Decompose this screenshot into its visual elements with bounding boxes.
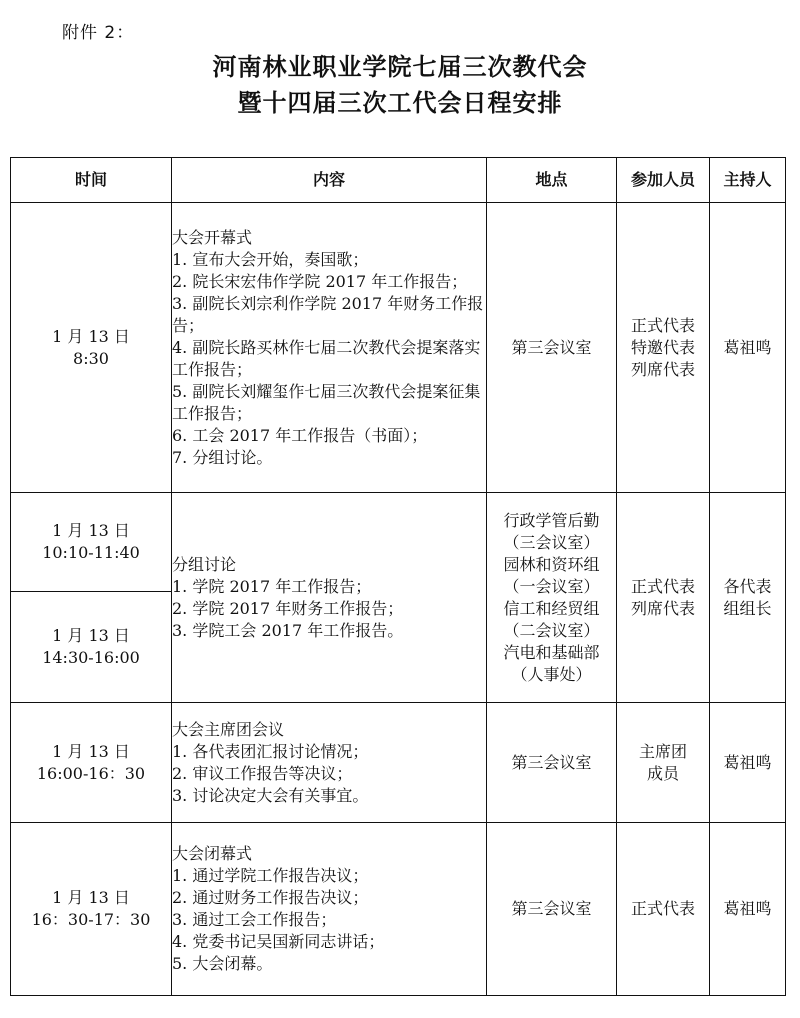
table-row bbox=[11, 493, 786, 592]
participants-cell bbox=[617, 493, 710, 703]
content-item: 2. 院长宋宏伟作学院 2017 年工作报告； bbox=[172, 271, 468, 291]
content-item: 3. 讨论决定大会有关事宜。 bbox=[172, 785, 369, 805]
table-row bbox=[11, 703, 786, 823]
host-text: 组组长 bbox=[723, 598, 772, 618]
content-item: 5. 大会闭幕。 bbox=[172, 954, 273, 973]
time-cell bbox=[11, 823, 172, 996]
attachment-label: 附件 2： bbox=[62, 23, 135, 43]
place-text: 第三会议室 bbox=[511, 899, 592, 918]
header-host: 主持人 bbox=[710, 158, 786, 203]
participants-cell bbox=[617, 703, 710, 823]
participant-text: 列席代表 bbox=[630, 359, 695, 379]
document-title-line-1: 河南林业职业学院七届三次教代会 bbox=[212, 53, 588, 81]
content-item: 7. 分组讨论。 bbox=[172, 447, 273, 467]
content-item: 3. 通过工会工作报告； bbox=[172, 910, 337, 929]
content-heading: 大会闭幕式 bbox=[172, 844, 253, 863]
content-item: 1. 学院 2017 年工作报告； bbox=[172, 576, 372, 596]
content-item: 4. 副院长路买林作七届二次教代会提案落实工作报告； bbox=[172, 337, 481, 379]
time-text: 10:10-11:40 bbox=[42, 543, 140, 562]
content-item: 3. 副院长刘宗利作学院 2017 年财务工作报告； bbox=[172, 293, 484, 335]
date-text: 1 月 13 日 bbox=[52, 521, 130, 540]
content-item: 2. 通过财务工作报告决议； bbox=[172, 888, 369, 907]
place-text: （二会议室） bbox=[503, 620, 600, 640]
date-text: 1 月 13 日 bbox=[52, 888, 130, 907]
participant-text: 列席代表 bbox=[630, 598, 695, 618]
content-cell bbox=[172, 823, 487, 996]
content-item: 2. 学院 2017 年财务工作报告； bbox=[172, 598, 404, 618]
content-heading: 大会主席团会议 bbox=[172, 719, 285, 739]
date-text: 1 月 13 日 bbox=[52, 326, 130, 346]
content-cell bbox=[172, 203, 487, 493]
table-row bbox=[11, 823, 786, 996]
content-cell bbox=[172, 493, 487, 703]
time-text: 14:30-16:00 bbox=[42, 648, 140, 667]
header-participants: 参加人员 bbox=[617, 158, 710, 203]
host-text: 葛祖鸣 bbox=[723, 752, 772, 772]
place-text: 行政学管后勤 bbox=[503, 510, 600, 530]
time-cell bbox=[11, 703, 172, 823]
place-text: （三会议室） bbox=[503, 532, 600, 552]
header-row bbox=[11, 158, 786, 203]
content-item: 1. 通过学院工作报告决议； bbox=[172, 866, 369, 885]
participant-text: 成员 bbox=[646, 763, 679, 783]
host-cell bbox=[710, 823, 786, 996]
participant-text: 正式代表 bbox=[630, 576, 695, 596]
place-cell bbox=[487, 203, 617, 493]
date-text: 1 月 13 日 bbox=[52, 741, 130, 761]
header-time: 时间 bbox=[11, 158, 172, 203]
place-text: 园林和资环组 bbox=[503, 554, 600, 574]
place-text: （一会议室） bbox=[503, 576, 600, 596]
content-item: 5. 副院长刘耀玺作七届三次教代会提案征集工作报告； bbox=[172, 381, 481, 423]
document-title-line-2: 暨十四届三次工代会日程安排 bbox=[237, 89, 563, 117]
content-item: 1. 各代表团汇报讨论情况； bbox=[172, 741, 369, 761]
participant-text: 特邀代表 bbox=[630, 337, 695, 357]
time-cell bbox=[11, 493, 172, 592]
place-text: 第三会议室 bbox=[511, 752, 592, 772]
host-cell bbox=[710, 203, 786, 493]
place-text: 第三会议室 bbox=[511, 337, 592, 357]
content-item: 4. 党委书记吴国新同志讲话； bbox=[172, 932, 385, 951]
place-text: （人事处） bbox=[511, 664, 592, 684]
participants-cell bbox=[617, 823, 710, 996]
content-heading: 大会开幕式 bbox=[172, 227, 253, 247]
host-text: 葛祖鸣 bbox=[723, 337, 772, 357]
content-item: 1. 宣布大会开始，奏国歌； bbox=[172, 249, 369, 269]
place-cell bbox=[487, 703, 617, 823]
date-text: 1 月 13 日 bbox=[52, 626, 130, 645]
time-cell bbox=[11, 592, 172, 703]
host-text: 葛祖鸣 bbox=[723, 899, 772, 918]
content-item: 2. 审议工作报告等决议； bbox=[172, 763, 353, 783]
content-item: 3. 学院工会 2017 年工作报告。 bbox=[172, 620, 404, 640]
time-cell bbox=[11, 203, 172, 493]
place-text: 汽电和基础部 bbox=[503, 642, 600, 662]
content-item: 6. 工会 2017 年工作报告（书面）； bbox=[172, 425, 428, 445]
place-cell bbox=[487, 823, 617, 996]
participant-text: 主席团 bbox=[638, 741, 687, 761]
content-heading: 分组讨论 bbox=[172, 554, 237, 574]
participant-text: 正式代表 bbox=[630, 315, 695, 335]
schedule-table bbox=[10, 157, 786, 996]
participant-text: 正式代表 bbox=[630, 899, 695, 918]
time-text: 8:30 bbox=[73, 348, 109, 368]
place-text: 信工和经贸组 bbox=[503, 598, 600, 618]
header-place: 地点 bbox=[487, 158, 617, 203]
host-cell bbox=[710, 703, 786, 823]
header-content: 内容 bbox=[172, 158, 487, 203]
content-cell bbox=[172, 703, 487, 823]
table-row bbox=[11, 203, 786, 493]
participants-cell bbox=[617, 203, 710, 493]
host-cell bbox=[710, 493, 786, 703]
host-text: 各代表 bbox=[723, 576, 772, 596]
time-text: 16:00-16：30 bbox=[36, 763, 146, 783]
time-text: 16：30-17：30 bbox=[31, 910, 151, 929]
place-cell bbox=[487, 493, 617, 703]
